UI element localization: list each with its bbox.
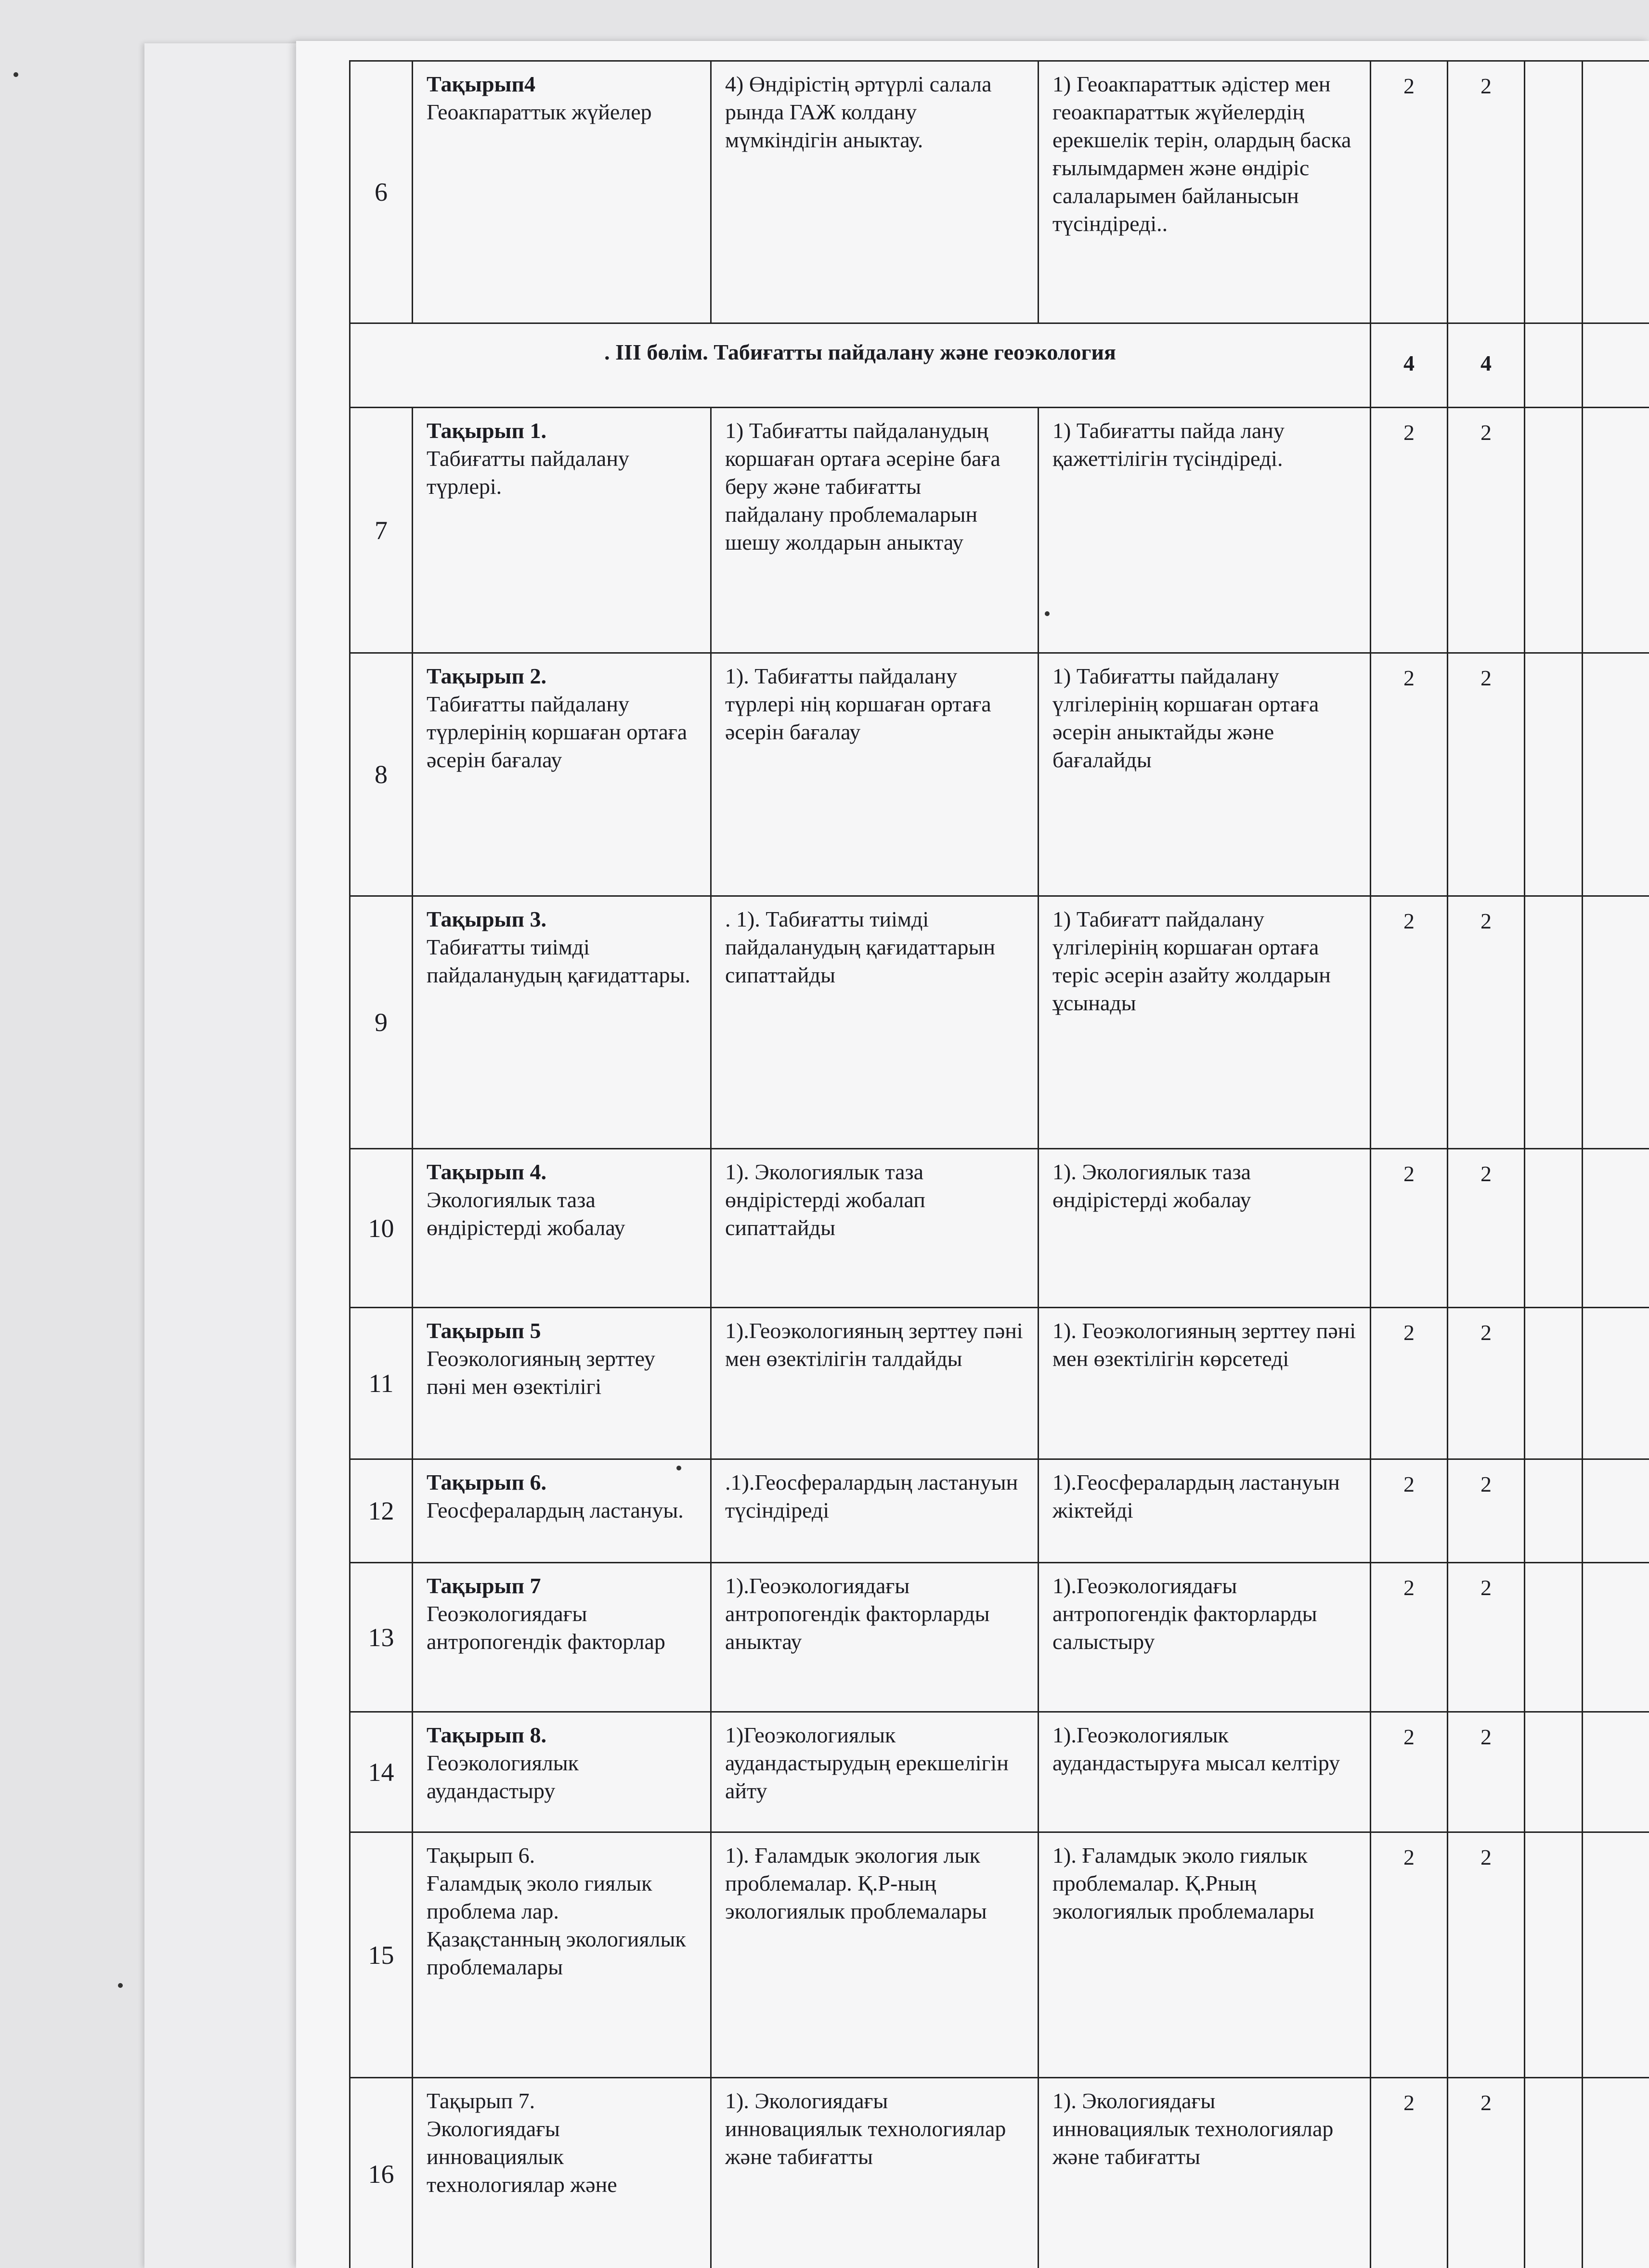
row-number: 15 [350,1832,413,2078]
hours-cell: 2 [1371,896,1448,1149]
row-number: 8 [350,653,413,896]
row-number: 14 [350,1712,413,1832]
criteria-cell: 1). Геоэкологияның зерттеу пәні мен өзектілігін көрсетеді [1039,1308,1371,1459]
row-number: 10 [350,1149,413,1308]
empty-cell [1583,1563,1649,1712]
topic-name: Табиғатты пайдалану түрлерінің коршаған ортаға әсерін бағалау [427,692,688,772]
hours-cell: 2 [1448,1832,1525,2078]
hours-cell: 2 [1448,408,1525,653]
table-row [350,1459,1649,1563]
topic-cell [413,1308,711,1459]
criteria-cell: 1) Табиғатты пайда лану қажеттілігін түсіндіреді. [1039,408,1371,653]
empty-cell [1525,2078,1583,2268]
hours-cell: 2 [1371,1149,1448,1308]
table-row [350,653,1649,896]
empty-cell [1583,1459,1649,1563]
empty-cell [1525,323,1583,408]
empty-cell [1583,1712,1649,1832]
criteria-cell: 1).Геосфералардың ластануын жіктейді [1039,1459,1371,1563]
topic-name: Геоэкологиядағы антропогендік факторлар [427,1601,665,1654]
row-number: 12 [350,1459,413,1563]
hours-cell: 2 [1448,1308,1525,1459]
empty-cell [1525,1712,1583,1832]
row-number: 11 [350,1308,413,1459]
goal-cell: 1). Экологиядағы инновациялык технологиялар және табиғатты [711,2078,1039,2268]
hours-cell: 2 [1371,653,1448,896]
hours-cell: 2 [1371,1563,1448,1712]
topic-name: Экологиядағы инновациялык технологиялар және [427,2116,617,2197]
hours-cell: 2 [1448,1149,1525,1308]
hours-cell: 2 [1448,2078,1525,2268]
scan-speck [1045,611,1050,616]
topic-title: Тақырып 1. [427,418,546,443]
criteria-cell: 1). Экологиялык таза өндірістерді жобалау [1039,1149,1371,1308]
curriculum-table-body [350,61,1649,2268]
topic-name: Экологиялык таза өндірістерді жобалау [427,1187,625,1240]
section-title: . III бөлім. Табиғатты пайдалану және геоэкология [350,323,1371,408]
section-hours: 4 [1448,323,1525,408]
scan-speck [676,1466,681,1470]
goal-cell: 1).Геоэкологиядағы антропогендік факторларды аныктау [711,1563,1039,1712]
empty-cell [1583,653,1649,896]
hours-cell: 2 [1371,408,1448,653]
section-hours: 4 [1371,323,1448,408]
topic-title: Тақырып 6. [427,1843,535,1868]
empty-cell [1525,653,1583,896]
empty-cell [1583,1149,1649,1308]
topic-title: Тақырып 3. [427,907,546,931]
topic-cell [413,2078,711,2268]
table-row [350,1712,1649,1832]
topic-name: Табиғатты тиімді пайдаланудың қағидаттары. [427,935,690,987]
table-row [350,896,1649,1149]
table-row [350,2078,1649,2268]
row-number: 7 [350,408,413,653]
goal-cell: . 1). Табиғатты тиімді пайдаланудың қағидаттарын сипаттайды [711,896,1039,1149]
topic-title: Тақырып 8. [427,1723,546,1747]
empty-cell [1525,896,1583,1149]
empty-cell [1525,1563,1583,1712]
hours-cell: 2 [1448,1459,1525,1563]
scan-speck [13,72,18,77]
table-row [350,408,1649,653]
empty-cell [1525,408,1583,653]
goal-cell: 1) Табиғатты пайдаланудың коршаған ортаға әсеріне баға беру және табиғатты пайдалану проблемаларын шешу жолдарын аныктау [711,408,1039,653]
empty-cell [1583,408,1649,653]
topic-name: Геоэкологиялык аудандастыру [427,1751,579,1803]
goal-cell: 1)Геоэкологиялык аудандастырудың ерекшелігін айту [711,1712,1039,1832]
empty-cell [1525,1308,1583,1459]
topic-cell [413,653,711,896]
topic-title: Тақырып 6. [427,1470,546,1495]
empty-cell [1583,1832,1649,2078]
hours-cell: 2 [1448,1712,1525,1832]
topic-title: Тақырып 4. [427,1160,546,1184]
goal-cell: 1). Ғаламдык экология лык проблемалар. Қ.Р-ның экологиялык проблемалары [711,1832,1039,2078]
criteria-cell: 1) Табиғатт пайдалану үлгілерінің коршаған ортаға теріс әсерін азайту жолдарын ұсынады [1039,896,1371,1149]
topic-title: Тақырып 7 [427,1573,541,1598]
hours-cell: 2 [1371,61,1448,323]
topic-title: Тақырып 5 [427,1318,541,1343]
section-row [350,323,1649,408]
row-number: 16 [350,2078,413,2268]
row-number: 9 [350,896,413,1149]
goal-cell: 1). Табиғатты пайдалану түрлері нің коршаған ортаға әсерін бағалау [711,653,1039,896]
goal-cell: .1).Геосфералардың ластануын түсіндіреді [711,1459,1039,1563]
scan-speck [118,1983,123,1988]
hours-cell: 2 [1448,61,1525,323]
topic-title: Тақырып 7. [427,2088,535,2113]
document-page [296,41,1649,2268]
criteria-cell: 1) Геоакпараттык әдістер мен геоакпараттык жүйелердің ерекшелік терін, олардың баска ғылымдармен және өндіріс салаларымен байланысын түсіндіреді.. [1039,61,1371,323]
empty-cell [1525,1149,1583,1308]
table-row [350,1563,1649,1712]
topic-title: Тақырып 2. [427,664,546,688]
topic-cell [413,1149,711,1308]
criteria-cell: 1). Экологиядағы инновациялык технологиялар және табиғатты [1039,2078,1371,2268]
hours-cell: 2 [1371,1832,1448,2078]
criteria-cell: 1).Геоэкологиядағы антропогендік факторларды салыстыру [1039,1563,1371,1712]
topic-cell [413,61,711,323]
topic-cell [413,1712,711,1832]
goal-cell: 1). Экологиялык таза өндірістерді жобалап сипаттайды [711,1149,1039,1308]
hours-cell: 2 [1371,1308,1448,1459]
criteria-cell: 1).Геоэкологиялык аудандастыруға мысал келтіру [1039,1712,1371,1832]
table-row [350,61,1649,323]
hours-cell: 2 [1371,2078,1448,2268]
empty-cell [1525,61,1583,323]
hours-cell: 2 [1371,1712,1448,1832]
empty-cell [1583,61,1649,323]
row-number: 13 [350,1563,413,1712]
hours-cell: 2 [1448,896,1525,1149]
topic-cell [413,1563,711,1712]
curriculum-table [349,60,1649,2268]
topic-name: Геоакпараттык жүйелер [427,100,652,124]
topic-cell [413,1459,711,1563]
empty-cell [1583,1308,1649,1459]
empty-cell [1583,2078,1649,2268]
topic-name: Геосфералардың ластануы. [427,1498,684,1522]
topic-name: Ғаламдық эколо гиялык проблема лар. Қазақстанның экологиялык проблемалары [427,1871,686,1979]
table-row [350,1308,1649,1459]
empty-cell [1583,896,1649,1149]
criteria-cell: 1). Ғаламдык эколо гиялык проблемалар. Қ.Рның экологиялык проблемалары [1039,1832,1371,2078]
topic-name: Табиғатты пайдалану түрлері. [427,446,629,499]
topic-title: Тақырып4 [427,72,535,96]
hours-cell: 2 [1448,653,1525,896]
topic-name: Геоэкологияның зерттеу пәні мен өзектілігі [427,1346,655,1399]
empty-cell [1583,323,1649,408]
table-row [350,1832,1649,2078]
topic-cell [413,408,711,653]
hours-cell: 2 [1371,1459,1448,1563]
hours-cell: 2 [1448,1563,1525,1712]
empty-cell [1525,1459,1583,1563]
topic-cell [413,896,711,1149]
goal-cell: 1).Геоэкологияның зерттеу пәні мен өзектілігін талдайды [711,1308,1039,1459]
topic-cell [413,1832,711,2078]
criteria-cell: 1) Табиғатты пайдалану үлгілерінің коршаған ортаға әсерін аныктайды және бағалайды [1039,653,1371,896]
table-row [350,1149,1649,1308]
row-number: 6 [350,61,413,323]
goal-cell: 4) Өндірістің әртүрлі салала рында ГАЖ колдану мүмкіндігін аныктау. [711,61,1039,323]
empty-cell [1525,1832,1583,2078]
